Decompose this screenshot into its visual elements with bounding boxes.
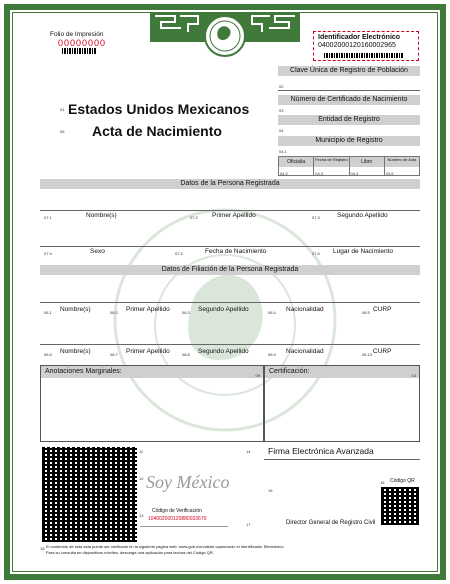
electronic-signature-qr [42, 447, 137, 542]
field-num: 08.7 [110, 352, 118, 357]
label-nombre: Nombre(s) [86, 212, 117, 219]
field-num: 08.8 [182, 352, 190, 357]
section-parent-data: Datos de Filiación de la Persona Registrada [40, 265, 420, 275]
label-padre1-segundo-apellido: Segundo Apellido [198, 306, 249, 313]
field-num: 08.6 [44, 352, 52, 357]
qr-code-label: Código QR [390, 478, 415, 484]
field-num: 16 [380, 480, 385, 485]
field-num: 03 [279, 108, 284, 113]
verification-code: 104002000120880033670 [148, 516, 207, 522]
field-num: 17 [246, 522, 251, 527]
field-num: 07.5 [175, 251, 183, 256]
field-num: 08.4 [268, 310, 276, 315]
electronic-id-number: 04002000120160002965 [318, 42, 396, 49]
field-num: 04 [279, 128, 284, 133]
label-padre2-curp: CURP [373, 348, 392, 355]
field-num: 08.1 [44, 310, 52, 315]
field-num: 04.2 [280, 171, 288, 176]
label-padre2-primer-apellido: Primer Apellido [126, 348, 170, 355]
field-num: 08.5 [362, 310, 370, 315]
certification-label: Certificación: [269, 368, 310, 375]
col-fecha-registro: Fecha de Registro [314, 157, 349, 167]
label-padre1-primer-apellido: Primer Apellido [126, 306, 170, 313]
field-num: 08.2 [110, 310, 118, 315]
field-num: 01 [60, 107, 65, 112]
registry-details-table [278, 156, 420, 176]
col-oficialia: Oficialía [279, 157, 314, 167]
section-registered-person: Datos de la Persona Registrada [40, 179, 420, 189]
field-num: 04.3 [315, 171, 324, 176]
label-padre1-nacionalidad: Nacionalidad [286, 306, 324, 313]
field-num: 08.9 [268, 352, 276, 357]
field-num: 09 [255, 373, 260, 378]
registry-municipality-header: Municipio de Registro [278, 136, 420, 146]
label-segundo-apellido: Segundo Apellido [337, 212, 388, 219]
col-numero-acta: Número de Acta [387, 157, 417, 162]
field-num: 04.4 [350, 171, 359, 176]
certificate-number-header: Número de Certificado de Nacimiento [278, 95, 420, 105]
field-num: 14 [246, 449, 251, 454]
curp-header: Clave Única de Registro de Población [278, 66, 420, 76]
col-libro: Libro [350, 157, 385, 167]
country-title: Estados Unidos Mexicanos [68, 101, 250, 117]
verification-label: Código de Verificación [152, 508, 202, 514]
field-num: 08.3 [182, 310, 190, 315]
label-padre2-nombre: Nombre(s) [60, 348, 91, 355]
document-title: Acta de Nacimiento [92, 123, 222, 139]
field-num: 08.10 [362, 352, 373, 357]
field-num: 06 [60, 129, 65, 134]
field-num: 07.1 [44, 215, 52, 220]
verification-qr [381, 487, 419, 525]
field-num: 13 [139, 513, 144, 518]
field-num: 10 [411, 373, 416, 378]
field-num: 02 [279, 84, 284, 89]
electronic-id-barcode [324, 53, 404, 58]
annotations-box [40, 365, 264, 442]
field-num: 07.4 [44, 251, 52, 256]
field-num: 07.3 [312, 215, 320, 220]
field-num: 12 [139, 476, 144, 481]
label-padre2-nacionalidad: Nacionalidad [286, 348, 324, 355]
label-fecha-nacimiento: Fecha de Nacimiento [205, 248, 267, 255]
certification-box [264, 365, 420, 442]
label-padre1-nombre: Nombre(s) [60, 306, 91, 313]
electronic-id-label: Identificador Electrónico [318, 34, 401, 41]
field-num: 04.1 [279, 149, 287, 154]
folio-number: 00000000 [58, 38, 107, 48]
annotations-label: Anotaciones Marginales: [45, 368, 122, 375]
advanced-signature-label: Firma Electrónica Avanzada [268, 446, 374, 456]
label-primer-apellido: Primer Apellido [212, 212, 256, 219]
verification-note: El contenido de esta acta puede ser verificado en la siguiente página web: www.gob.mx/validar capturando el Identificador Electrónico. [46, 544, 285, 549]
label-lugar-nacimiento: Lugar de Nacimiento [333, 248, 393, 255]
electronic-id-box [313, 31, 419, 61]
national-crest-icon [150, 10, 300, 60]
mobile-note: Para su consulta en dispositivos móviles, descarga una aplicación para lectura del Código QR. [46, 550, 214, 555]
field-num: 15 [268, 488, 273, 493]
field-num: 07.6 [312, 251, 320, 256]
folio-barcode [62, 48, 96, 54]
field-num: 07.2 [190, 215, 198, 220]
label-padre2-segundo-apellido: Segundo Apellido [198, 348, 249, 355]
label-sexo: Sexo [90, 248, 105, 255]
field-num: 18 [40, 546, 45, 551]
soy-mexico-watermark: Soy México [146, 472, 230, 492]
folio-label: Folio de Impresión [50, 31, 104, 38]
field-num: 11 [139, 449, 144, 454]
director-title: Director General de Registro Civil [286, 520, 376, 526]
label-padre1-curp: CURP [373, 306, 392, 313]
registry-entity-header: Entidad de Registro [278, 115, 420, 125]
field-num: 04.5 [385, 171, 394, 176]
